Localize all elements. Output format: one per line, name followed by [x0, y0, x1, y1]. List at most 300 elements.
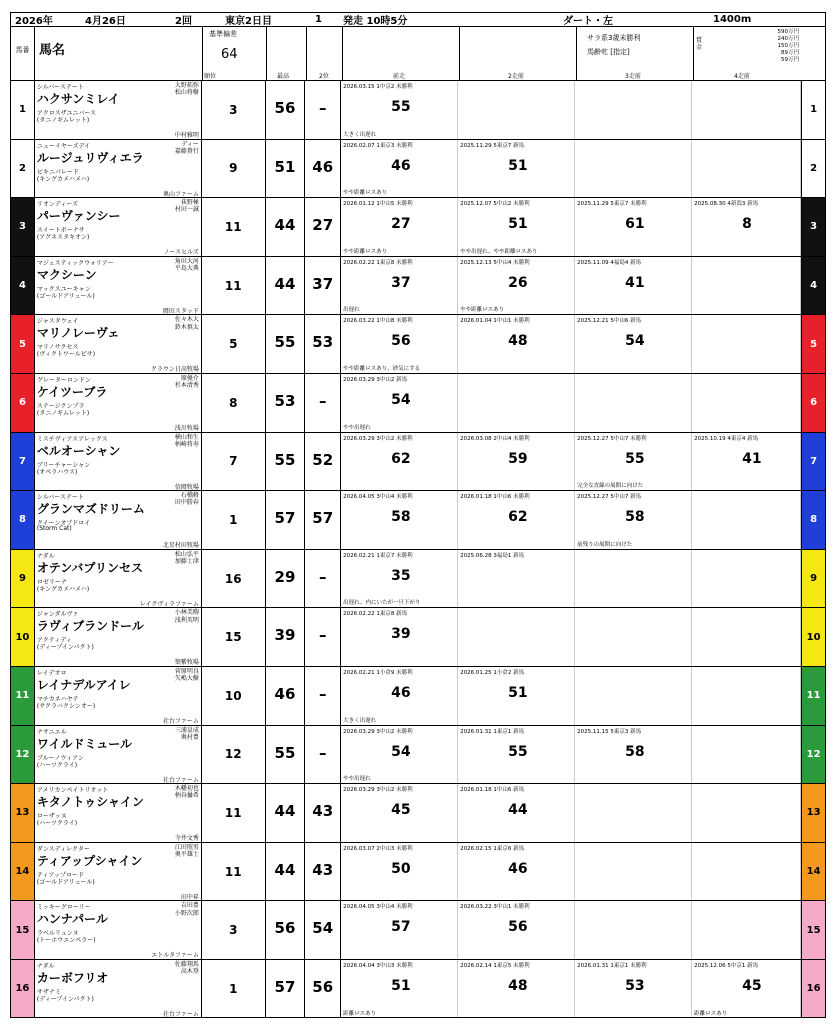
- second-index: [305, 608, 341, 666]
- prev-date: 2025.08.30 4新潟3 新馬: [694, 201, 759, 208]
- prev-date: 2026.03.22 3中山1 未勝利: [460, 904, 530, 911]
- best-value: 56: [274, 919, 296, 938]
- horse-row: [11, 550, 825, 609]
- prev-index: 45: [742, 977, 762, 994]
- broodmare-sire: (ゴールドアリュール): [36, 292, 95, 300]
- best-value: 55: [274, 333, 296, 352]
- col-second-label: 2位: [319, 73, 329, 80]
- prev-race-4: [692, 140, 801, 198]
- prev-race-4: [692, 608, 801, 666]
- horse-number-right: 16: [801, 960, 825, 1018]
- horse-number: 7: [11, 433, 35, 491]
- dam: ブリーチャーシャン: [36, 461, 91, 469]
- second-index: [305, 726, 341, 784]
- prev-date: 2026.02.14 1東京5 未勝利: [460, 962, 530, 969]
- prev-race-4: [692, 491, 801, 549]
- best-index: [266, 491, 306, 549]
- rank: 9: [202, 140, 266, 198]
- second-index: [305, 140, 341, 198]
- dam: マリノサクセス: [36, 344, 79, 352]
- prev-race-4: [692, 198, 801, 256]
- prev-date: 2025.12.27 5中山7 未勝利: [577, 435, 647, 442]
- surface: ダート・左: [563, 16, 613, 27]
- prev-index: 51: [391, 977, 411, 994]
- broodmare-sire: (タニノギムレット): [36, 117, 90, 124]
- broodmare-sire: (ゴールドアリュール): [36, 878, 95, 886]
- dam: マックスユーキャン: [36, 285, 91, 293]
- prev-race-1: [341, 374, 458, 432]
- second-value: –: [318, 743, 327, 762]
- prev-date: 2026.03.29 3中山2 未勝利: [343, 728, 413, 735]
- horse-number-right: 10: [801, 608, 825, 666]
- horse-info: [35, 374, 202, 432]
- prev-note: 出遅れ、内にいたが一旦下がり: [343, 600, 421, 607]
- breeder: 社台ファーム: [163, 1010, 199, 1018]
- prev-race-1: [341, 960, 458, 1018]
- prev-race-1: [341, 608, 458, 666]
- race-class: サラ系3歳未勝利: [587, 34, 641, 42]
- sire: レイデオロ: [36, 669, 67, 677]
- prev-date: 2026.03.07 2中山3 未勝利: [343, 845, 413, 852]
- sire: ミッキーグローリー: [36, 904, 91, 912]
- connections: [175, 316, 199, 330]
- horse-number: 3: [11, 198, 35, 256]
- horse-number: 16: [11, 960, 35, 1018]
- sire: ナダル: [36, 552, 55, 560]
- horse-name: キタノトゥシャイン: [36, 795, 144, 810]
- horse-number: 15: [11, 901, 35, 959]
- best-index: [266, 433, 306, 491]
- connections: [175, 902, 199, 916]
- horse-info: [35, 433, 202, 491]
- prev-race-3: [575, 901, 692, 959]
- horse-row: [11, 433, 825, 492]
- best-index: [266, 784, 306, 842]
- second-value: 46: [312, 157, 334, 176]
- jockey: 木幡初也: [174, 785, 199, 793]
- horse-number: 10: [11, 608, 35, 666]
- race-number: 1: [315, 14, 322, 25]
- horse-number: 2: [11, 140, 35, 198]
- jockey: 佐藤翔馬: [174, 960, 199, 968]
- best-value: 55: [274, 743, 296, 762]
- horse-number-right: 7: [801, 433, 825, 491]
- prev-date: 2025.11.29 5東京7 新馬: [460, 142, 525, 149]
- prev-race-2: [458, 843, 575, 901]
- prev-index: 46: [391, 684, 411, 701]
- best-value: 51: [274, 157, 296, 176]
- col-prev4: [694, 27, 803, 80]
- prev-race-4: [692, 960, 801, 1018]
- horse-number-right: 6: [801, 374, 825, 432]
- breeder: 岡田スタッド: [162, 307, 199, 315]
- prev-note: やや距離ロスあり: [460, 307, 505, 314]
- jockey: 吉田豊: [180, 902, 199, 910]
- broodmare-sire: (ハーツクライ): [36, 761, 78, 769]
- prev-date: 2026.02.15 1東京6 新馬: [460, 845, 525, 852]
- best-value: 57: [274, 977, 296, 996]
- broodmare-sire: (ヴィクトワールピサ): [36, 351, 96, 359]
- std-label: 基準偏差: [209, 30, 237, 38]
- connections: [175, 785, 199, 799]
- broodmare-sire: (キングカメハメハ): [36, 175, 90, 183]
- dam: スイートボーナサ: [36, 227, 85, 235]
- horse-number: 8: [11, 491, 35, 549]
- prev-date: 2026.01.18 1中山6 未勝利: [460, 494, 530, 501]
- race-card: [10, 12, 826, 1018]
- race-header: [11, 13, 825, 27]
- best-value: 55: [274, 450, 296, 469]
- breeder: 社台ファーム: [163, 717, 199, 725]
- prev-index: 54: [391, 743, 411, 760]
- prize-1: 590万円: [777, 29, 799, 35]
- prev-note: やや距離ロスあり: [343, 190, 388, 197]
- second-value: –: [318, 684, 327, 703]
- connections: [175, 82, 199, 96]
- second-index: [305, 901, 341, 959]
- second-index: [305, 491, 341, 549]
- horse-number-right: 9: [801, 550, 825, 608]
- jockey: 佐々木大: [174, 316, 199, 324]
- prev-race-3: [575, 315, 692, 373]
- rank: 3: [202, 81, 266, 139]
- best-value: 57: [274, 509, 296, 528]
- prev-date: 2026.02.07 1東京3 未勝利: [343, 142, 413, 149]
- horse-name: ベルオーシャン: [36, 443, 121, 458]
- prev-index: 35: [391, 567, 411, 584]
- horse-number-right: 2: [801, 140, 825, 198]
- horse-row: [11, 901, 825, 960]
- sire: ジャスタウェイ: [36, 318, 79, 326]
- prev-date: 2025.10.19 4東京4 新馬: [694, 435, 759, 442]
- prev-race-3: [575, 374, 692, 432]
- jockey: 横山和生: [174, 433, 199, 441]
- sire: アメリカンペイトリオット: [36, 787, 109, 795]
- prev-date: 2026.01.18 1中山6 新馬: [460, 787, 525, 794]
- col-best: [267, 27, 307, 80]
- prev-index: 61: [625, 216, 645, 233]
- prev-race-1: [341, 140, 458, 198]
- col-second: [307, 27, 343, 80]
- prev-index: 57: [391, 919, 411, 936]
- broodmare-sire: (タニノギムレット): [36, 409, 90, 417]
- trainer: 杉本清秀: [174, 382, 199, 390]
- horse-name: ティアップシャイン: [36, 853, 143, 868]
- best-index: [266, 667, 306, 725]
- prev-index: 44: [508, 802, 528, 819]
- prev-race-3: [575, 667, 692, 725]
- prev-index: 54: [391, 391, 411, 408]
- sire: ダンスディレクター: [36, 845, 90, 853]
- horse-row: [11, 960, 825, 1018]
- prev-index: 51: [508, 157, 528, 174]
- dam: ステージクンプラ: [36, 402, 85, 410]
- prev-index: 39: [391, 626, 411, 643]
- col-name: [35, 27, 203, 80]
- horse-info: [35, 140, 202, 198]
- prev-date: 2026.01.04 1中山1 未勝利: [460, 318, 530, 325]
- broodmare-sire: (ディープインパクト): [36, 995, 94, 1003]
- broodmare-sire: (アグネスタキオン): [36, 234, 90, 242]
- rank: 8: [202, 374, 266, 432]
- best-index: [266, 550, 306, 608]
- connections: [175, 141, 199, 155]
- prev-race-2: [458, 81, 575, 139]
- connections: [175, 961, 199, 975]
- trainer: 矢嶋大樹: [174, 675, 199, 683]
- horse-number-right: 14: [801, 843, 825, 901]
- horse-row: [11, 491, 825, 550]
- prev-date: 2026.03.15 1中京2 未勝利: [343, 84, 413, 90]
- prev-note: 前残りの展開に向けた: [577, 541, 633, 548]
- prev-race-3: [575, 960, 692, 1018]
- prev-race-2: [458, 315, 575, 373]
- horse-row: [11, 843, 825, 902]
- prev-race-4: [692, 81, 801, 139]
- broodmare-sire: (Storm Cat): [36, 525, 72, 533]
- prev-date: 2026.04.04 3中山3 未勝利: [343, 962, 413, 969]
- best-index: [266, 81, 306, 139]
- prev-date: 2025.12.06 5中京1 新馬: [694, 962, 759, 969]
- prev-date: 2026.02.21 1東京7 未勝利: [343, 552, 413, 559]
- breeder: 信岡牧場: [174, 483, 199, 491]
- trainer: 奥村豊: [180, 733, 199, 741]
- best-value: 39: [274, 626, 296, 645]
- second-value: –: [318, 567, 327, 586]
- horse-row: [11, 315, 825, 374]
- dam: アクティディ: [36, 637, 72, 645]
- prev-race-3: [575, 726, 692, 784]
- horse-number: 6: [11, 374, 35, 432]
- trainer: 柄崎将寿: [174, 440, 199, 448]
- sire: ミスチヴィアスアレックス: [36, 435, 108, 443]
- connections: [175, 551, 199, 565]
- col-horse-no: 馬番: [11, 27, 35, 80]
- jockey: 荻野極: [180, 199, 199, 207]
- prize-2: 240万円: [777, 36, 799, 42]
- prev-index: 37: [391, 274, 411, 291]
- horse-name: ルージュリヴィエラ: [36, 150, 144, 165]
- horse-name: マクシーン: [36, 267, 97, 282]
- horse-number-right: 12: [801, 726, 825, 784]
- horse-number: 12: [11, 726, 35, 784]
- broodmare-sire: (オペラハウス): [36, 468, 78, 476]
- prev-index: 8: [742, 216, 752, 233]
- prev-date: 2026.02.22 1東京8 未勝利: [343, 259, 413, 266]
- jockey: 松山弘平: [174, 550, 199, 558]
- weight-rule: 馬齢牝 [指定]: [587, 48, 630, 56]
- prev-race-2: [458, 491, 575, 549]
- dam: ブルーノウィアン: [36, 754, 84, 762]
- prize-5: 59万円: [781, 57, 799, 63]
- trainer: 奥平雄士: [174, 850, 199, 858]
- prev-race-1: [341, 257, 458, 315]
- broodmare-sire: (キングカメハメハ): [36, 585, 90, 593]
- sire: マジェスティックウォリアー: [36, 259, 114, 267]
- second-value: 54: [312, 919, 334, 938]
- sire: ニューイヤーズデイ: [36, 142, 91, 150]
- horse-name: ワイルドミュール: [36, 736, 133, 751]
- second-value: 56: [312, 977, 334, 996]
- kai: 2回: [175, 16, 192, 27]
- horse-name: ハンナパール: [36, 912, 108, 927]
- column-header: [11, 27, 825, 81]
- second-index: [305, 784, 341, 842]
- horse-number: 5: [11, 315, 35, 373]
- best-value: 44: [274, 274, 296, 293]
- breeder: 築紫牧場: [174, 659, 199, 666]
- horse-row: [11, 667, 825, 726]
- breeder: 寺井文秀: [174, 835, 199, 842]
- col-prev3-label: 3走前: [625, 73, 641, 80]
- second-index: [305, 257, 341, 315]
- best-index: [266, 843, 306, 901]
- prev-note: 完全な直線の展開に向けた: [577, 483, 644, 490]
- prev-index: 53: [625, 977, 645, 994]
- prev-race-1: [341, 784, 458, 842]
- prev-race-1: [341, 433, 458, 491]
- best-value: 44: [274, 216, 296, 235]
- horse-info: [35, 901, 202, 959]
- prev-note: 大きく出遅れ: [343, 717, 377, 724]
- sire: シルバーステート: [36, 494, 84, 502]
- prev-race-3: [575, 433, 692, 491]
- prev-race-2: [458, 608, 575, 666]
- prev-note: やや出遅れ: [343, 776, 371, 783]
- prize-list: [778, 29, 800, 64]
- prev-race-2: [458, 433, 575, 491]
- horse-name: レイナデルアイレ: [36, 677, 131, 692]
- prev-race-1: [341, 198, 458, 256]
- col-prev4-label: 4走前: [734, 73, 750, 80]
- sire: リオンディーズ: [36, 201, 79, 209]
- jockey: 原優介: [180, 374, 199, 382]
- horse-number: 14: [11, 843, 35, 901]
- prev-date: 2026.01.31 1東京1 未勝利: [577, 962, 647, 969]
- prev-date: 2026.01.31 1東京1 新馬: [460, 728, 525, 735]
- horse-name: ハクサンミレイ: [36, 92, 120, 106]
- prev-index: 46: [508, 860, 528, 877]
- second-value: 37: [312, 274, 334, 293]
- prev-date: 2026.01.12 1中山5 未勝利: [343, 201, 413, 208]
- horse-info: [35, 315, 202, 373]
- prev-race-2: [458, 257, 575, 315]
- prev-date: 2025.12.21 5中山6 新馬: [577, 318, 642, 325]
- jockey: 江田照男: [174, 843, 199, 851]
- trainer: 小野次郎: [174, 909, 199, 917]
- horse-row: [11, 81, 825, 140]
- best-index: [266, 257, 306, 315]
- best-value: 46: [274, 684, 296, 703]
- prev-date: 2026.03.29 3中山2 未勝利: [343, 435, 413, 442]
- horse-name: マリノレーヴェ: [36, 326, 120, 341]
- col-std: [203, 27, 267, 80]
- prev-race-1: [341, 315, 458, 373]
- prev-index: 62: [391, 450, 411, 467]
- prev-race-4: [692, 901, 801, 959]
- prev-date: 2026.04.05 3中山4 未勝利: [343, 494, 413, 501]
- breeder: レイクヴィラファーム: [139, 600, 199, 608]
- jockey: 小林美駒: [174, 609, 199, 617]
- second-index: [305, 81, 341, 139]
- best-value: 29: [274, 567, 296, 586]
- prev-index: 41: [742, 450, 762, 467]
- trainer: 柄谷曇希: [174, 792, 199, 800]
- prev-date: 2026.03.08 2中山4 未勝利: [460, 435, 530, 442]
- trainer: 高木登: [180, 968, 199, 976]
- horse-info: [35, 198, 202, 256]
- prev-race-2: [458, 667, 575, 725]
- horse-name: グランマズドリーム: [36, 502, 145, 517]
- prev-race-1: [341, 550, 458, 608]
- breeder: 社台ファーム: [163, 776, 199, 784]
- prev-race-3: [575, 257, 692, 315]
- prev-race-3: [575, 784, 692, 842]
- prev-index: 45: [391, 802, 411, 819]
- prev-race-2: [458, 960, 575, 1018]
- second-value: 43: [312, 860, 334, 879]
- prev-date: 2025.11.29 5東京7 未勝利: [577, 201, 647, 208]
- rank: 5: [202, 315, 266, 373]
- horse-info: [35, 491, 202, 549]
- std-value: 64: [221, 47, 238, 62]
- best-index: [266, 960, 306, 1018]
- breeder: 浅川牧場: [174, 424, 199, 432]
- prev-index: 56: [508, 919, 528, 936]
- connections: [175, 434, 199, 448]
- breeder: クラウン日高牧場: [150, 366, 199, 373]
- start-time: 発走 10時5分: [343, 16, 408, 27]
- prev-race-2: [458, 198, 575, 256]
- prev-race-2: [458, 726, 575, 784]
- jockey: 三浦皇成: [174, 726, 199, 734]
- prev-race-3: [575, 81, 692, 139]
- prev-race-3: [575, 550, 692, 608]
- second-value: –: [318, 391, 327, 410]
- prev-race-2: [458, 901, 575, 959]
- rank: 10: [202, 667, 266, 725]
- best-index: [266, 374, 306, 432]
- second-value: 53: [312, 333, 334, 352]
- horse-name: カーボフリオ: [36, 970, 109, 985]
- sire: シルバーステート: [36, 84, 84, 91]
- rank: 16: [202, 550, 266, 608]
- distance: 1400m: [713, 14, 752, 25]
- col-prev3: [577, 27, 694, 80]
- horse-info: [35, 843, 202, 901]
- dam: ティアップロード: [36, 871, 84, 879]
- dam: ビキニパレード: [36, 168, 79, 176]
- prev-index: 62: [508, 509, 528, 526]
- prev-race-3: [575, 198, 692, 256]
- horse-info: [35, 784, 202, 842]
- broodmare-sire: (ディープインパクト): [36, 644, 94, 652]
- rank: 15: [202, 608, 266, 666]
- sire: ジャンダルヴァ: [36, 611, 79, 619]
- horse-row: [11, 784, 825, 843]
- prev-race-4: [692, 667, 801, 725]
- prev-index: 56: [391, 333, 411, 350]
- year: 2026年: [15, 16, 53, 27]
- prev-race-4: [692, 257, 801, 315]
- breeder: ノースヒルズ: [163, 249, 199, 256]
- prize-4: 89万円: [781, 50, 799, 56]
- col-rank: 順位: [204, 73, 217, 80]
- trainer: 平島大典: [174, 264, 199, 272]
- col-best-label: 最高: [277, 73, 290, 80]
- prev-date: 2026.03.22 1中山8 未勝利: [343, 318, 413, 325]
- prev-race-4: [692, 550, 801, 608]
